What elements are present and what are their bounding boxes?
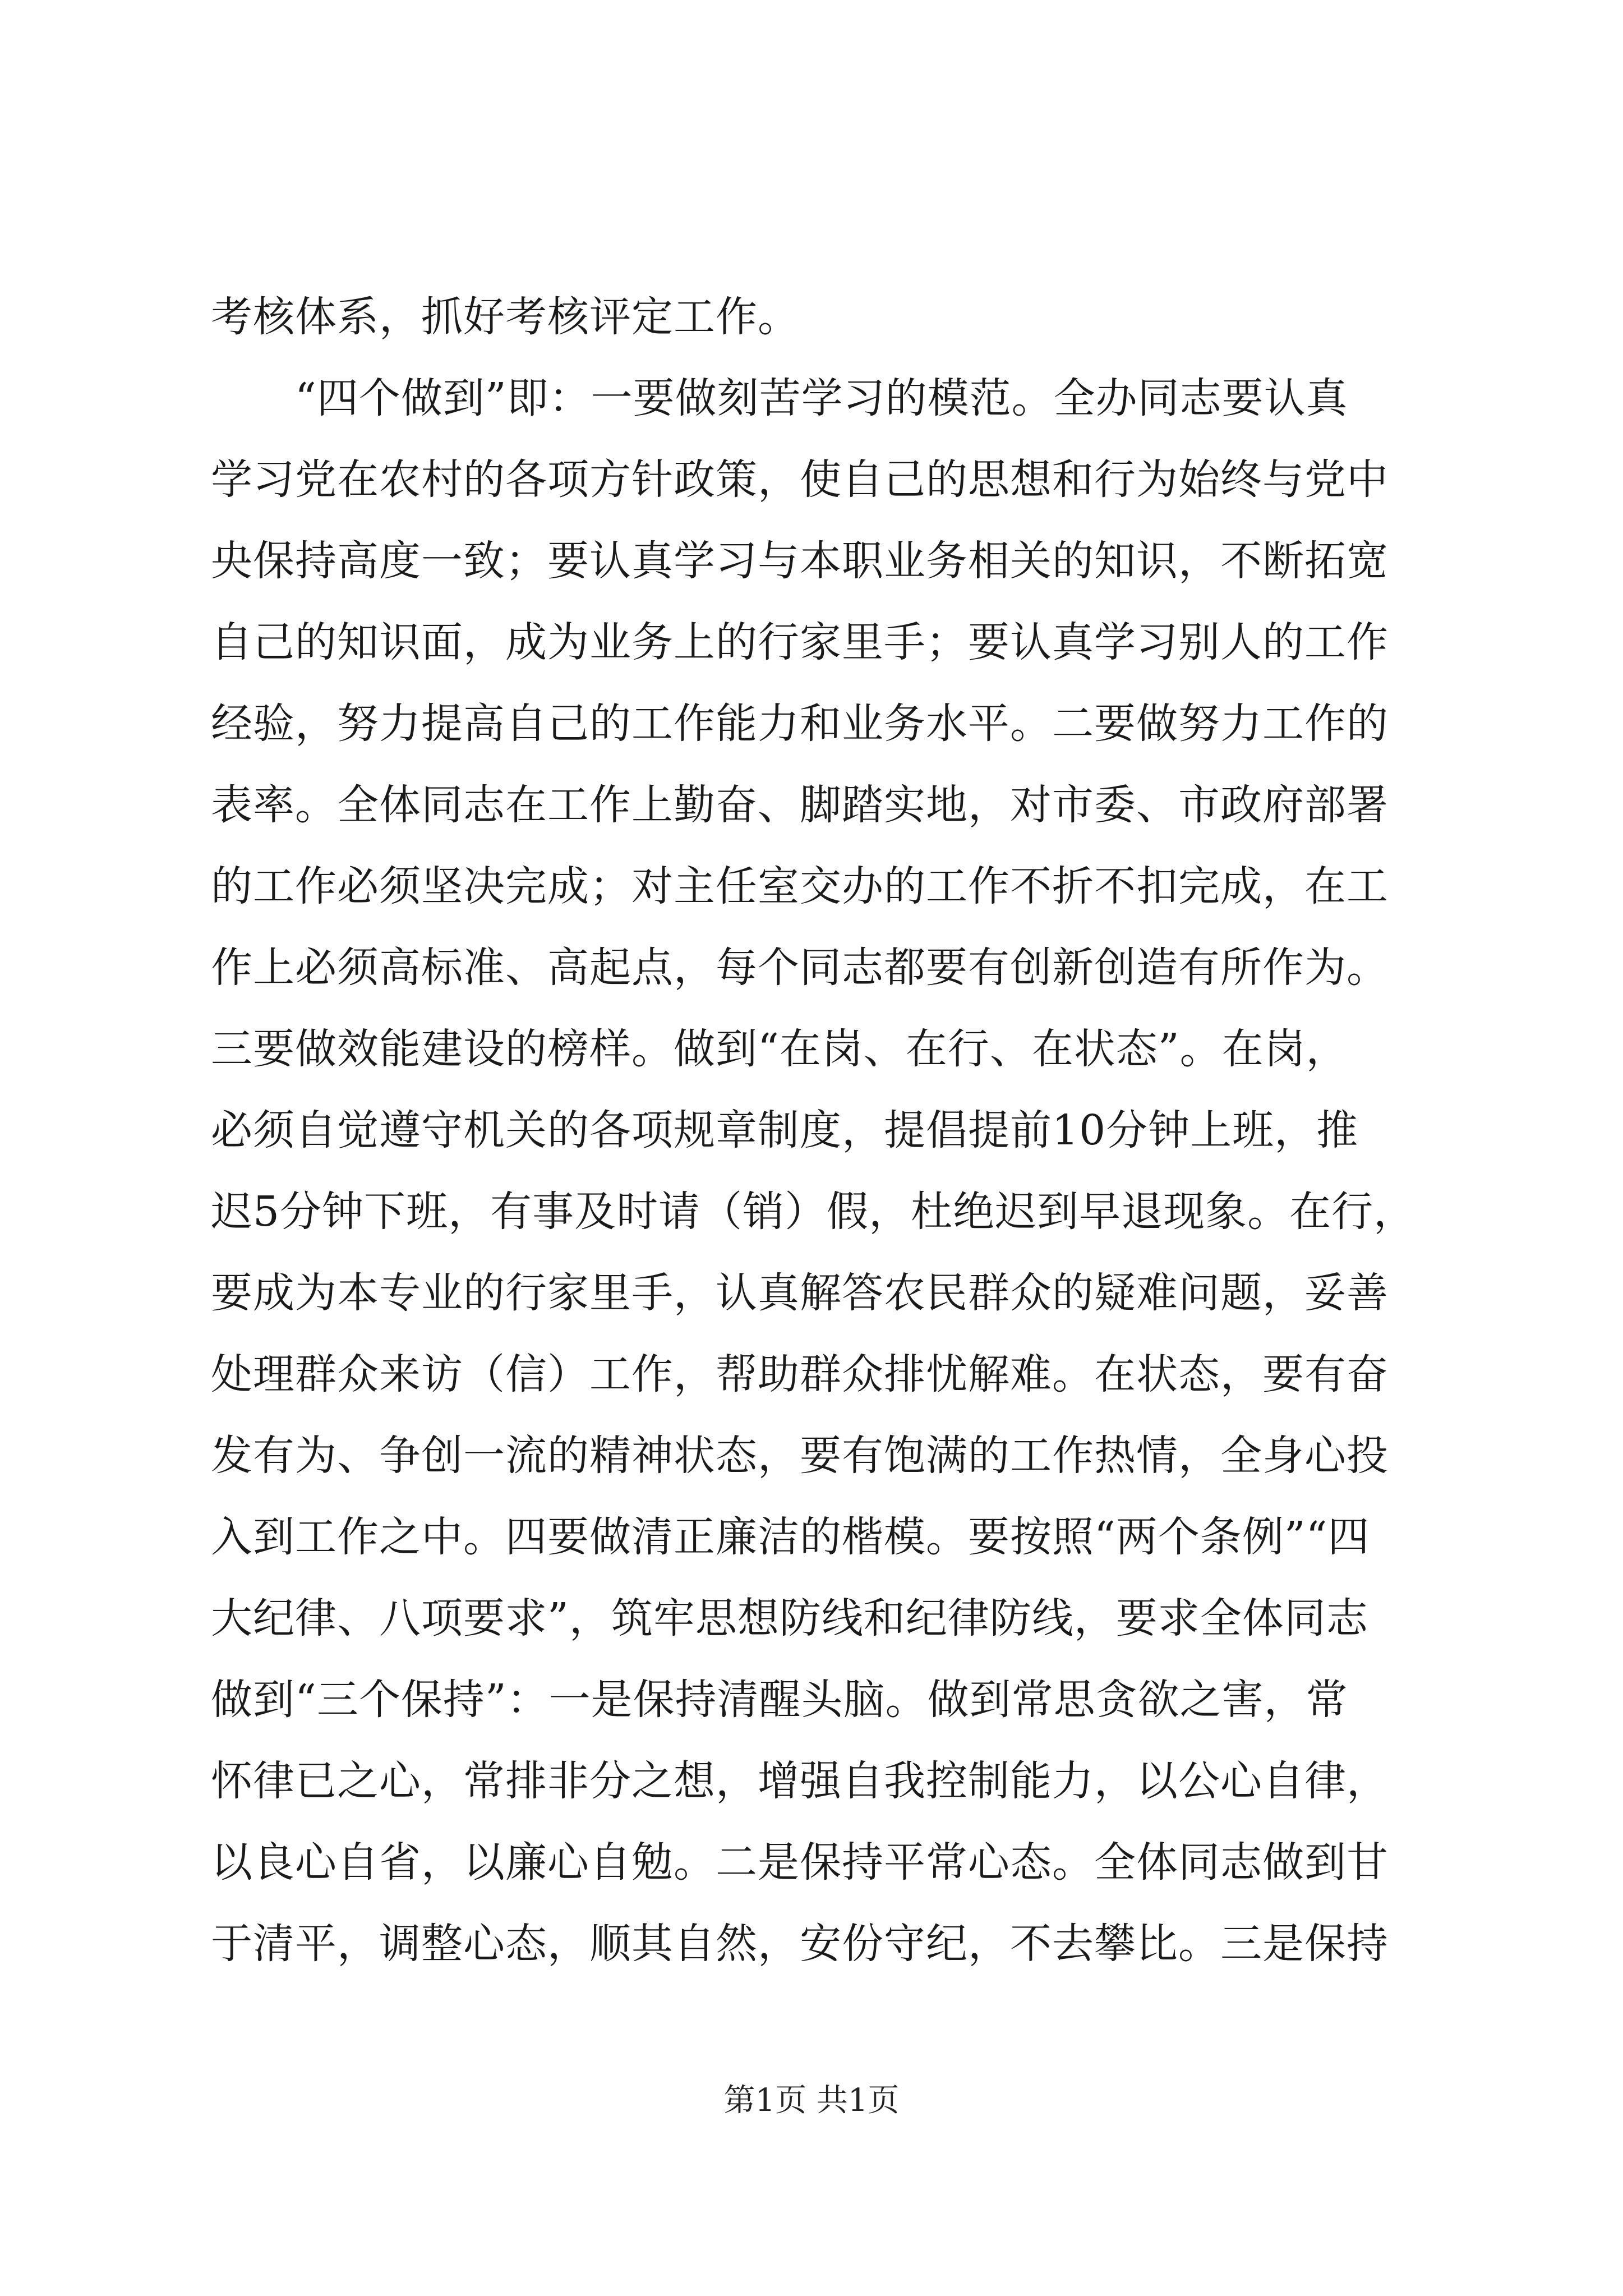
paragraph-line: 以良心自省，以廉心自勉。二是保持平常心态。全体同志做到甘 [211, 1838, 1389, 1887]
paragraph-line: 自己的知识面，成为业务上的行家里手；要认真学习别人的工作 [211, 618, 1389, 666]
paragraph-line: 迟5分钟下班，有事及时请（销）假，杜绝迟到早退现象。在行， [211, 1188, 1416, 1236]
paragraph-line: 于清平，调整心态，顺其自然，安份守纪，不去攀比。三是保持 [211, 1920, 1389, 1968]
paragraph-line: 处理群众来访（信）工作，帮助群众排忧解难。在状态，要有奋 [211, 1350, 1389, 1398]
paragraph-line: “四个做到”即：一要做刻苦学习的模范。全办同志要认真 [211, 374, 1348, 422]
paragraph-line: 的工作必须坚决完成；对主任室交办的工作不折不扣完成，在工 [211, 862, 1389, 910]
paragraph-line: 央保持高度一致；要认真学习与本职业务相关的知识，不断拓宽 [211, 537, 1389, 585]
paragraph-line: 经验，努力提高自己的工作能力和业务水平。二要做努力工作的 [211, 700, 1389, 748]
paragraph-line: 要成为本专业的行家里手，认真解答农民群众的疑难问题，妥善 [211, 1269, 1389, 1317]
paragraph-line: 学习党在农村的各项方针政策，使自己的思想和行为始终与党中 [211, 455, 1389, 504]
paragraph-line: 怀律已之心，常排非分之想，增强自我控制能力，以公心自律， [211, 1757, 1389, 1805]
page-footer: 第1页 共1页 [723, 2082, 900, 2119]
paragraph-line: 作上必须高标准、高起点，每个同志都要有创新创造有所作为。 [211, 944, 1389, 992]
paragraph-line: 考核体系，抓好考核评定工作。 [211, 293, 800, 341]
paragraph-line: 发有为、争创一流的精神状态，要有饱满的工作热情，全身心投 [211, 1432, 1389, 1480]
paragraph-line: 大纪律、八项要求”，筑牢思想防线和纪律防线，要求全体同志 [211, 1594, 1368, 1642]
paragraph-line: 三要做效能建设的榜样。做到“在岗、在行、在状态”。在岗， [211, 1025, 1348, 1073]
paragraph-line: 表率。全体同志在工作上勤奋、脚踏实地，对市委、市政府部署 [211, 781, 1389, 829]
paragraph-line: 入到工作之中。四要做清正廉洁的楷模。要按照“两个条例”“四 [211, 1513, 1370, 1561]
paragraph-line: 必须自觉遵守机关的各项规章制度，提倡提前10分钟上班，推 [211, 1106, 1359, 1154]
paragraph-line: 做到“三个保持”：一是保持清醒头脑。做到常思贪欲之害，常 [211, 1676, 1348, 1724]
